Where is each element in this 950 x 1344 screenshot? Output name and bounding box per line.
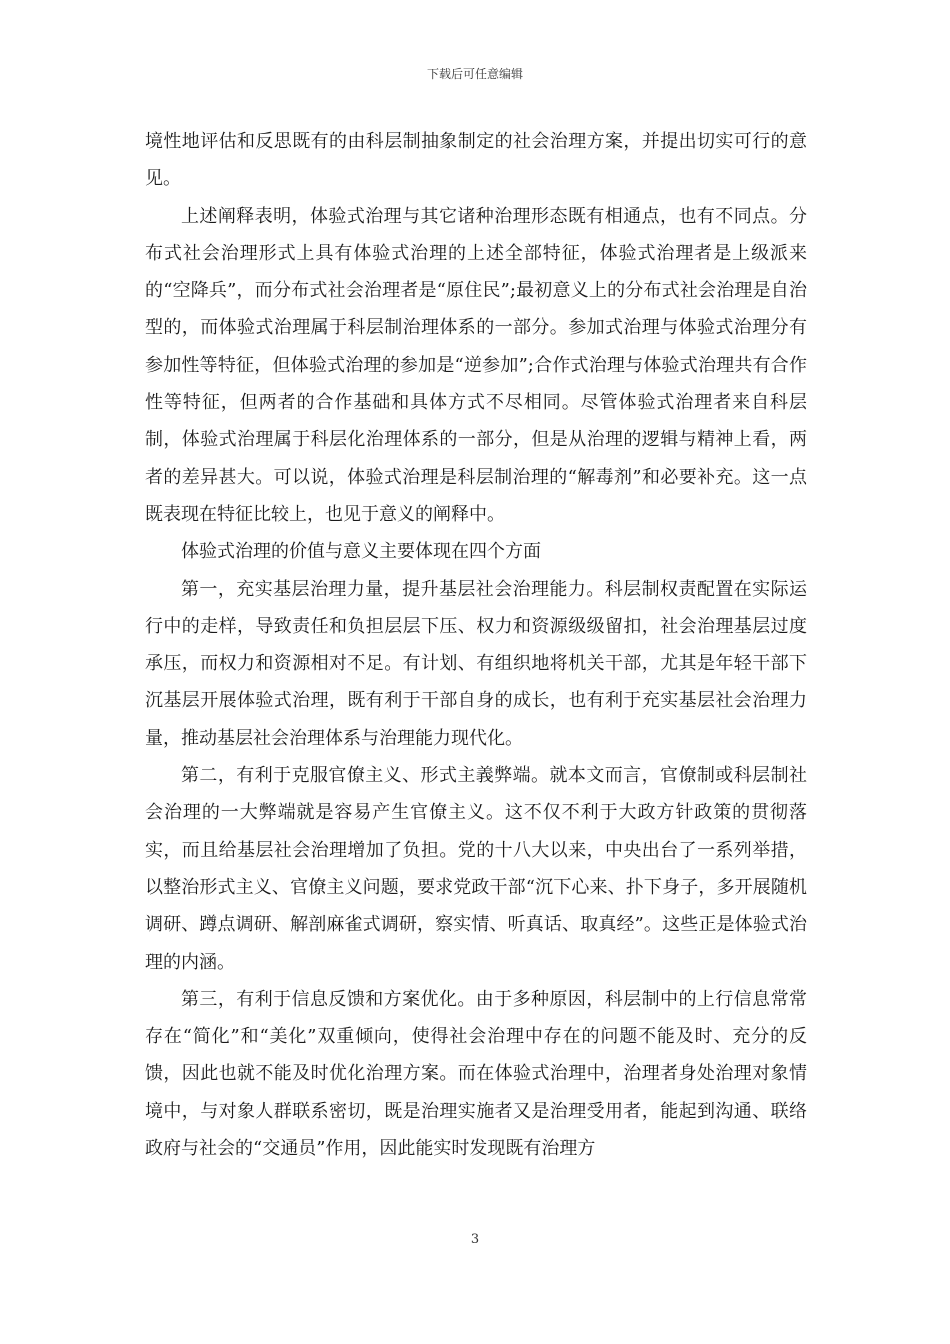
page-number: 3	[470, 1232, 480, 1247]
section-heading: 体验式治理的价值与意义主要体现在四个方面	[181, 541, 541, 563]
paragraph: 上述阐释表明，体验式治理与其它诸种治理形态既有相通点，也有不同点。分布式社会治理形式上具有体验式治理的上述全部特征，体验式治理者是上级派来的“空降兵”，而分布式社会治理者是“原住民”;最初意义上的分布式社会治理是自治型的，而体验式治理属于科层制治理体系的一部分。参加式治理与体验式治理分有参加性等特征，但体验式治理的参加是“逆参加”;合作式治理与体验式治理共有合作性等特征，但两者的合作基础和具体方式不尽相同。尽管体验式治理者来自科层制，体验式治理属于科层化治理体系的一部分，但是从治理的逻辑与精神上看，两者的差异甚大。可以说，体验式治理是科层制治理的“解毒剂”和必要补充。这一点既表现在特征比较上，也见于意义的阐释中。	[145, 205, 807, 525]
paragraph: 第三，有利于信息反馈和方案优化。由于多种原因，科层制中的上行信息常常存在“简化”和“美化”双重倾向，使得社会治理中存在的问题不能及时、充分的反馈，因此也就不能及时优化治理方案。而在体验式治理中，治理者身处治理对象情境中，与对象人群联系密切，既是治理实施者又是治理受用者，能起到沟通、联络政府与社会的“交通员”作用，因此能实时发现既有治理方	[145, 988, 807, 1160]
paragraph-continuation: 境性地评估和反思既有的由科层制抽象制定的社会治理方案，并提出切实可行的意见。	[145, 131, 807, 190]
page-header: 下载后可任意编辑	[426, 67, 523, 81]
document-body	[145, 123, 807, 1167]
paragraph: 第一，充实基层治理力量，提升基层社会治理能力。科层制权责配置在实际运行中的走样，导致责任和负担层层下压、权力和资源级级留扣，社会治理基层过度承压，而权力和资源相对不足。有计划、有组织地将机关干部，尤其是年轻干部下沉基层开展体验式治理，既有利于干部自身的成长，也有利于充实基层社会治理力量，推动基层社会治理体系与治理能力现代化。	[145, 578, 807, 749]
paragraph: 第二，有利于克服官僚主义、形式主義弊端。就本文而言，官僚制或科层制社会治理的一大弊端就是容易产生官僚主义。这不仅不利于大政方针政策的贯彻落实，而且给基层社会治理增加了负担。党的十八大以来，中央出台了一系列举措，以整治形式主义、官僚主义问题，要求党政干部“沉下心来、扑下身子，多开展随机调研、蹲点调研、解剖麻雀式调研，察实情、听真话、取真经”。这些正是体验式治理的内涵。	[145, 765, 807, 973]
